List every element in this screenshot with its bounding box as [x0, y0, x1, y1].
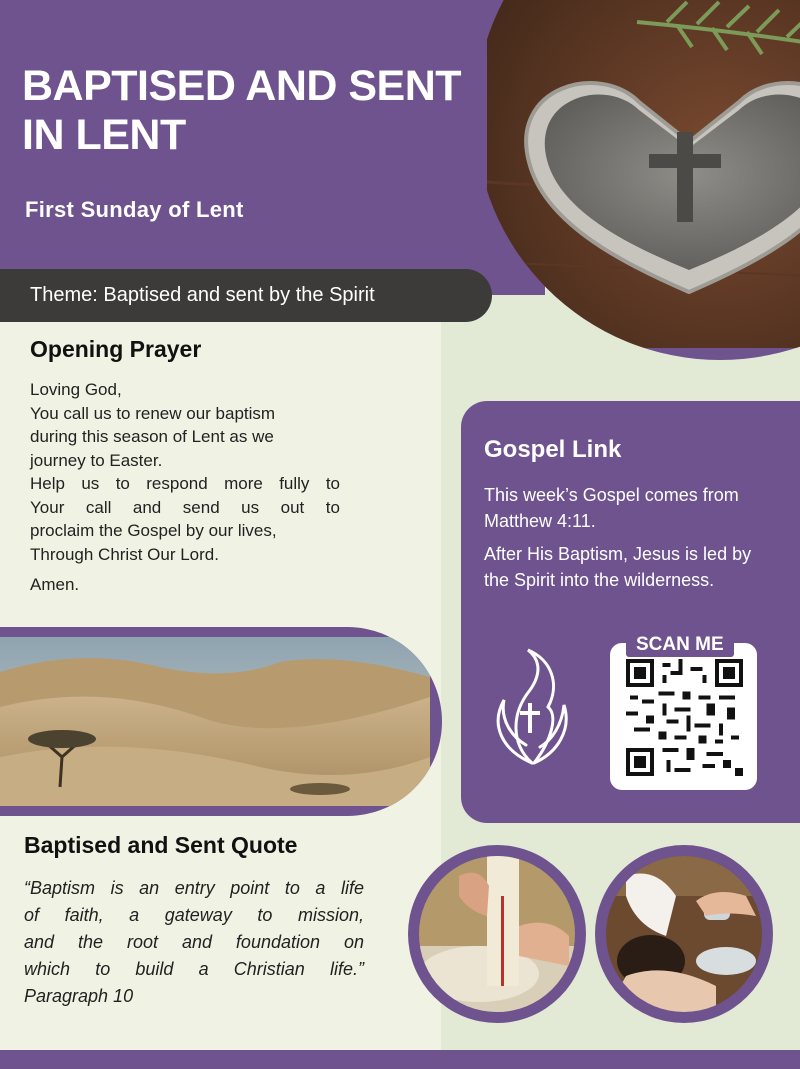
opening-prayer-heading: Opening Prayer — [30, 336, 202, 362]
scan-me-label: SCAN ME — [626, 633, 734, 657]
quote-line: “Baptism is an entry point to a life — [24, 878, 364, 898]
baptism-pouring-photo — [595, 845, 773, 1023]
quote-source: Paragraph 10 — [24, 986, 134, 1006]
baptism-quote — [24, 875, 364, 1010]
title-line-1: BAPTISED AND SENT — [22, 62, 462, 110]
page-subtitle: First Sunday of Lent — [25, 197, 244, 222]
footer-bar — [0, 1050, 800, 1069]
quote-line: which to build a Christian life.” — [24, 959, 364, 979]
opening-prayer-text — [30, 378, 340, 597]
title-line-2: IN LENT — [22, 111, 186, 159]
desert-image — [0, 637, 430, 806]
flame-cross-icon — [482, 645, 582, 770]
prayer-line: proclaim the Gospel by our lives, — [30, 521, 277, 540]
prayer-line: journey to Easter. — [30, 450, 163, 470]
baptismal-candle-photo — [408, 845, 586, 1023]
theme-banner: Theme: Baptised and sent by the Spirit — [0, 269, 492, 322]
desert-photo — [0, 627, 442, 816]
prayer-line: Your call and send us out to — [30, 497, 340, 517]
ash-heart-image — [487, 0, 800, 348]
baptismal-candle-image — [419, 856, 575, 1012]
prayer-line: during this season of Lent as we — [30, 427, 274, 446]
baptism-pouring-image — [606, 856, 762, 1012]
gospel-link-heading: Gospel Link — [484, 436, 622, 463]
prayer-line: Through Christ Our Lord. — [30, 544, 219, 564]
prayer-line: Help us to respond more fully to — [30, 474, 340, 493]
quote-line: and the root and foundation on — [24, 932, 364, 952]
gospel-paragraph-2: After His Baptism, Jesus is led by the Spirit into the wilderness. — [484, 544, 752, 590]
prayer-line: You call us to renew our baptism — [30, 403, 276, 423]
quote-heading: Baptised and Sent Quote — [24, 832, 298, 858]
quote-line: of faith, a gateway to mission, — [24, 905, 364, 925]
prayer-line: Loving God, — [30, 380, 122, 399]
qr-code-icon[interactable] — [626, 659, 743, 776]
gospel-paragraph-1: This week’s Gospel comes from Matthew 4:11. — [484, 485, 739, 531]
prayer-amen: Amen. — [30, 575, 80, 594]
ash-heart-photo — [475, 0, 800, 360]
page-title — [22, 62, 492, 160]
